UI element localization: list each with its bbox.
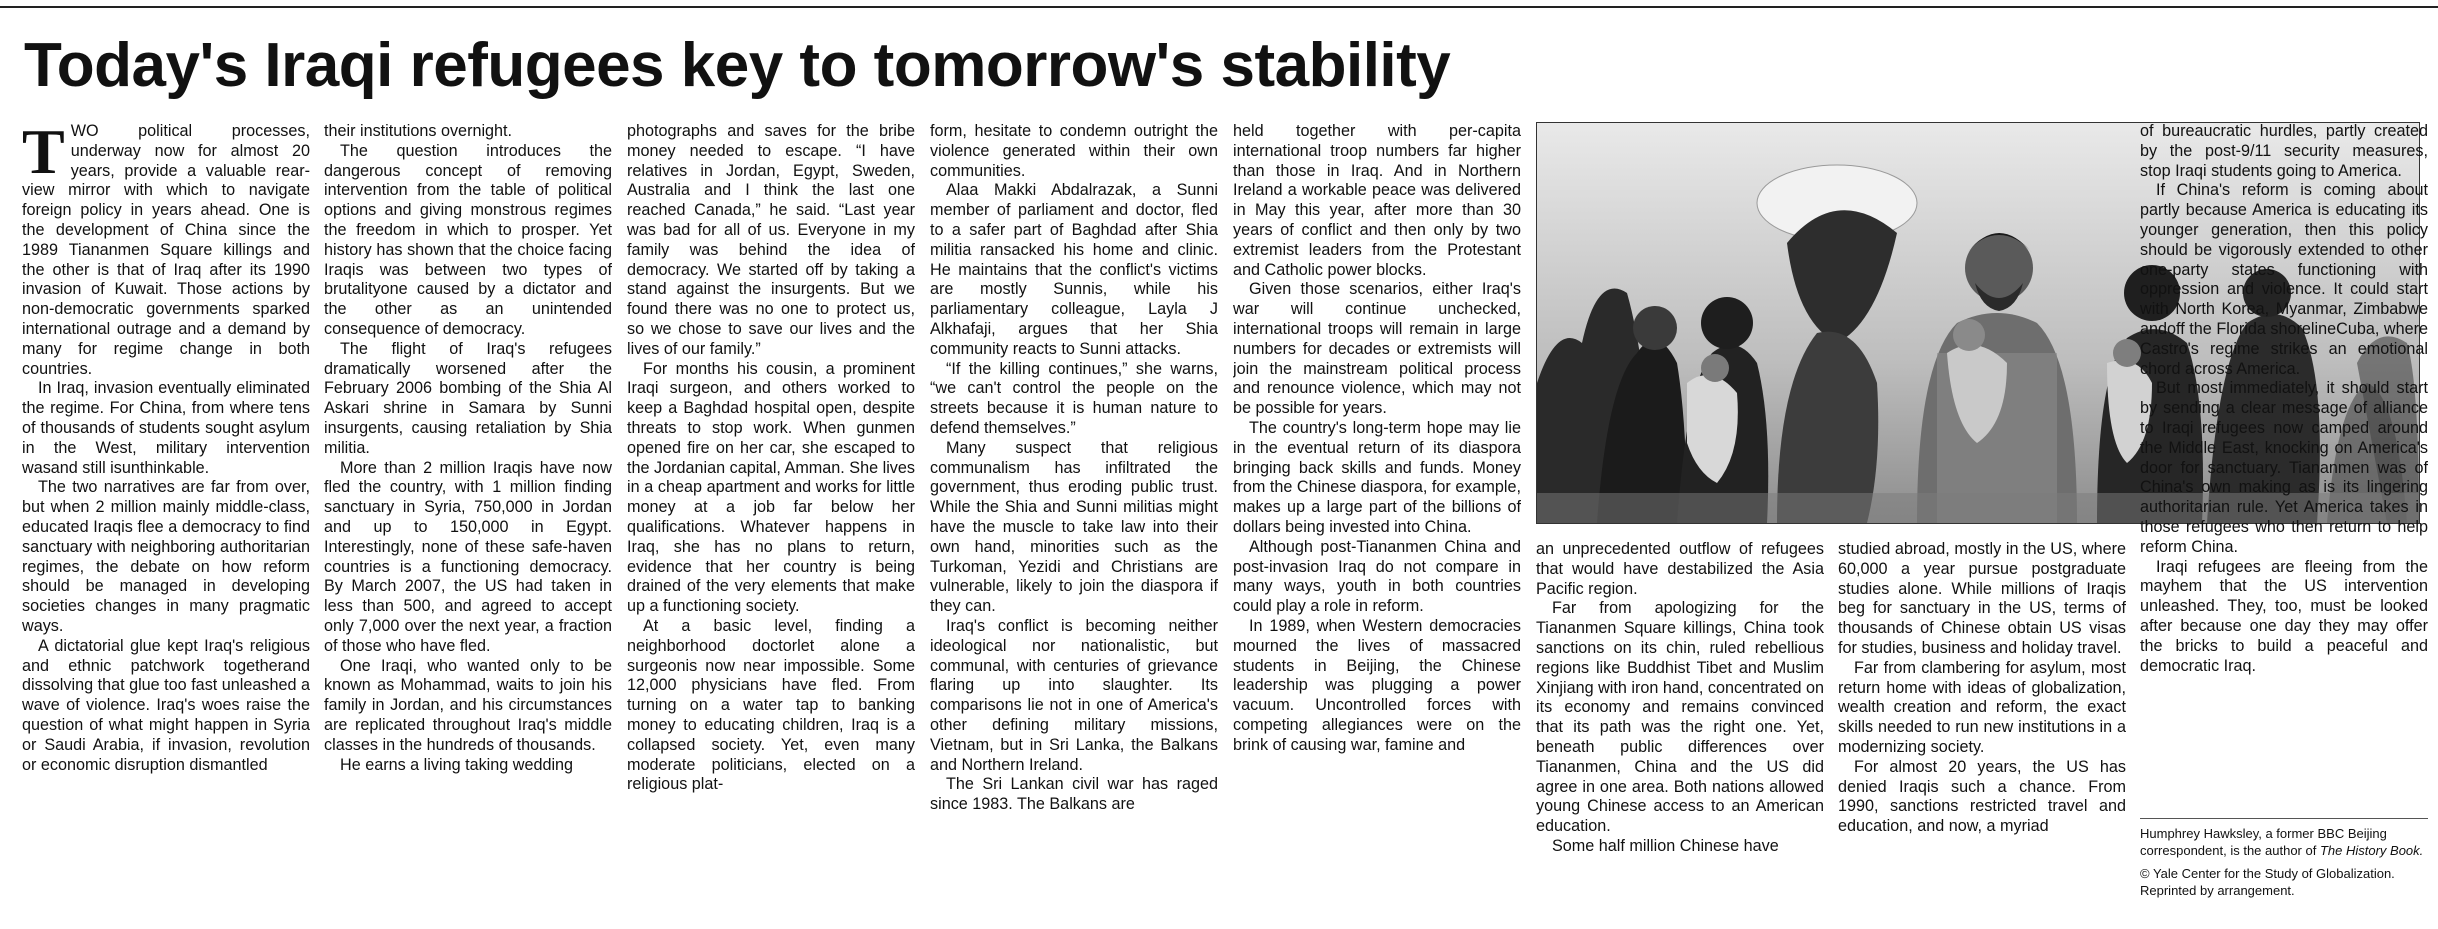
- paragraph: form, hesitate to condemn outright the violence generated within their own communities.: [930, 122, 1218, 180]
- paragraph: Iraq's conflict is becoming neither ideological nor nationalistic, but communal, with centuries of grievance flaring up into slaughter. Its comparisons lie not in one of America's other defining military missions, Vietnam, but in Sri Lanka, the Balkans and Northern Ireland.: [930, 616, 1218, 774]
- paragraph: If China's reform is coming about partly because America is educating its younger generation, then this policy should be vigorously extended to other one-party states functioning with oppression and violence. It could start with North Korea, Myanmar, Zimbabwe andoff the Florida shorelineCuba, where Castro's regime strikes an emotional chord across America.: [2140, 181, 2428, 378]
- paragraph: “If the killing continues,” she warns, “we can't control the people on the streets because it is human nature to defend themselves.”: [930, 359, 1218, 437]
- paragraph: But most immediately, it should start by sending a clear message of alliance to Iraqi refugees now camped around the Middle East, knocking on America's door for sanctuary. Tiananmen was of China's own making as is its lingering authoritarian rule. Yet America takes in those refugees who then return to help reform China.: [2140, 379, 2428, 556]
- paragraph: held together with per-capita international troop numbers far higher than those in Iraq. And in Northern Ireland a workable peace was delivered in May this year, after more than 30 years of conflict and then only by two extremist leaders from the Protestant and Catholic power blocks.: [1233, 122, 1521, 279]
- paragraph: The two narratives are far from over, but when 2 million mainly middle-class, educated Iraqis flee a democracy to find sanctuary with neighboring authoritarian regimes, the debate on how reform should be managed in developing societies changes in many pragmatic ways.: [22, 478, 310, 635]
- author-credit: [2140, 818, 2428, 905]
- paragraph: He earns a living taking wedding: [340, 755, 574, 774]
- article-column-1: [22, 122, 310, 775]
- paragraph: of bureaucratic hurdles, partly created by the post-9/11 security measures, stop Iraqi students going to America.: [2140, 122, 2428, 180]
- headline: Today's Iraqi refugees key to tomorrow's stability: [24, 31, 1451, 100]
- article-column-5: [1233, 122, 1521, 756]
- paragraph: The flight of Iraq's refugees dramatically worsened after the February 2006 bombing of the Shia Al Askari shrine in Samara by Sunni insurgents, causing retaliation by Shia militia.: [324, 339, 612, 457]
- copyright-notice: © Yale Center for the Study of Globalization. Reprinted by arrangement.: [2140, 866, 2395, 898]
- paragraph: The Sri Lankan civil war has raged since 1983. The Balkans are: [930, 775, 1218, 814]
- paragraph: WO political processes, underway now for almost 20 years, provide a valuable rear-view mirror with which to navigate foreign policy in years ahead. One is the development of China since the 1989 Tiananmen Square killings and the other is that of Iraq after its 1990 invasion of Kuwait. Those actions by non-democratic governments sparked international outrage and a demand by many for regime change in both countries.: [22, 122, 310, 378]
- paragraph: A dictatorial glue kept Iraq's religious and ethnic patchwork togetherand dissolving that glue too fast unleashed a wave of violence. Iraq's woes raise the question of what might happen in Syria or Saudi Arabia, if invasion, revolution or economic disruption dismantled: [22, 636, 310, 774]
- top-rule: [0, 6, 2438, 8]
- paragraph: For months his cousin, a prominent Iraqi surgeon, and others worked to keep a Baghdad hospital open, despite threats to stop work. When gunmen opened fire on her car, she escaped to the Jordanian capital, Amman. She lives in a cheap apartment and works for little money at a job far below her qualifications. Whatever happens in Iraq, she has no plans to return, evidence that her country is being drained of the very elements that make up a functioning society.: [627, 359, 915, 616]
- author-bio: [2140, 825, 2428, 859]
- book-title: The History Book.: [2319, 843, 2424, 858]
- paragraph: Given those scenarios, either Iraq's war will continue unchecked, international troops will remain in large numbers for decades or extremists will join the mainstream political process and renounce violence, which may not be possible for years.: [1233, 280, 1521, 418]
- paragraph: studied abroad, mostly in the US, where 60,000 a year pursue postgraduate studies alone. While millions of Iraqis beg for sanctuary in the US, terms of thousands of Chinese obtain US visas for studies, business and holiday travel.: [1838, 540, 2126, 657]
- paragraph: At a basic level, finding a neighborhood doctorlet alone a surgeonis now near impossible. Some 12,000 physicians have fled. From turning on a water tap to banking money to educating children, Iraq is a collapsed society. Yet, even many moderate politicians, elected on a religious plat-: [627, 616, 915, 794]
- paragraph: photographs and saves for the bribe money needed to escape. “I have relatives in Jordan, Egypt, Sweden, Australia and I think the last one reached Canada,” he said. “Last year was bad for all of us. Everyone in my family was behind the idea of democracy. We started off by taking a stand against the insurgents. But we found there was no one to protect us, so we chose to save our lives and the lives of our family.”: [627, 122, 915, 358]
- article-column-6: [1536, 540, 1824, 857]
- paragraph: One Iraqi, who wanted only to be known as Mohammad, waits to join his family in Jordan, and his circumstances are replicated throughout Iraq's middle classes in the hundreds of thousands.: [324, 656, 612, 754]
- article-column-3: [627, 122, 915, 795]
- paragraph: Although post-Tiananmen China and post-invasion Iraq do not compare in many ways, youth in both countries could play a role in reform.: [1233, 537, 1521, 616]
- paragraph: their institutions overnight.: [324, 122, 513, 140]
- article-column-8: [2140, 122, 2428, 812]
- paragraph: For almost 20 years, the US has denied Iraqis such a chance. From 1990, sanctions restricted travel and education, and now, a myriad: [1838, 757, 2126, 836]
- article-column-4: [930, 122, 1218, 815]
- article-column-2: [324, 122, 612, 775]
- paragraph: The country's long-term hope may lie in the eventual return of its diaspora bringing back skills and funds. Money from the Chinese diaspora, for example, makes up a large part of the billions of dollars being invested into China.: [1233, 418, 1521, 536]
- paragraph: In 1989, when Western democracies mourned the lives of massacred students in Beijing, the Chinese leadership was plugging a power vacuum. Uncontrolled forces with competing allegiances were on the brink of causing war, famine and: [1233, 616, 1521, 754]
- paragraph: Some half million Chinese have: [1552, 836, 1779, 855]
- author-bio-text: Humphrey Hawksley, a former BBC Beijing correspondent, is the author of: [2140, 826, 2387, 858]
- paragraph: The question introduces the dangerous concept of removing intervention from the table of political options and giving monstrous regimes the freedom in which to prosper. Yet history has shown that the choice facing Iraqis was between two types of brutalityone caused by a dictator and the other as an unintended consequence of democracy.: [324, 141, 612, 338]
- article-column-7: [1838, 540, 2126, 837]
- paragraph: Far from clambering for asylum, most return home with ideas of globalization, wealth creation and reform, the exact skills needed to run new institutions in a modernizing society.: [1838, 658, 2126, 756]
- drop-cap: T: [22, 122, 65, 187]
- paragraph: an unprecedented outflow of refugees that would have destabilized the Asia Pacific region.: [1536, 540, 1824, 598]
- paragraph: Alaa Makki Abdalrazak, a Sunni member of parliament and doctor, fled to a safer part of Baghdad after Shia militia ransacked his home and clinic. He maintains that the conflict's victims are mostly Sunnis, while his parliamentary colleague, Layla J Alkhafaji, argues that her Shia community reacts to Sunni attacks.: [930, 181, 1218, 358]
- paragraph: Far from apologizing for the Tiananmen Square killings, China took sanctions on its chin, ruled rebellious regions like Buddhist Tibet and Muslim Xinjiang with iron hand, concentrated on its economy and remains convinced that its path was the right one. Yet, beneath public differences over Tiananmen, China and the US did agree in one area. Both nations allowed young Chinese access to an American education.: [1536, 599, 1824, 836]
- paragraph: Iraqi refugees are fleeing from the mayhem that the US intervention unleashed. They, too, must be looked after because one day they may offer the bricks to build a peaceful and democratic Iraq.: [2140, 557, 2428, 675]
- paragraph: Many suspect that religious communalism has infiltrated the government, thus eroding public trust. While the Shia and Sunni militias might have the muscle to take law into their own hand, minorities such as the Turkoman, Yezidi and Christians are vulnerable, likely to join the diaspora if they can.: [930, 438, 1218, 616]
- paragraph: More than 2 million Iraqis have now fled the country, with 1 million finding sanctuary in Syria, 750,000 in Jordan and up to 150,000 in Egypt. Interestingly, none of these safe-haven countries is a functioning democracy. By March 2007, the US had taken in less than 500, and agreed to accept only 7,000 over the next year, a fraction of those who have fled.: [324, 458, 612, 655]
- paragraph: In Iraq, invasion eventually eliminated the regime. For China, from where tens of thousands of students sought asylum in the West, military intervention wasand still isunthinkable.: [22, 379, 310, 477]
